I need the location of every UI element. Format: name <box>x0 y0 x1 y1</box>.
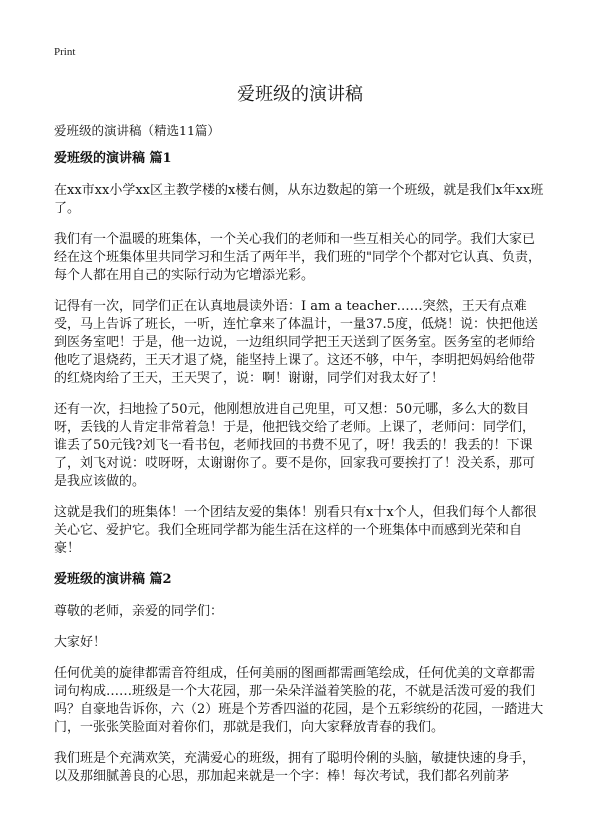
section-1 <box>54 150 546 558</box>
document-subtitle: 爱班级的演讲稿（精选11篇） <box>54 123 220 138</box>
paragraph: 大家好！ <box>54 635 107 650</box>
section-heading: 爱班级的演讲稿 篇2 <box>54 572 172 587</box>
paragraph: 我们班是个充满欢笑，充满爱心的班级，拥有了聪明伶俐的头脑，敏捷快速的身手，以及那细腻善良的心思，那加起来就是一个字：棒！每次考试，我们都名列前茅 <box>54 751 536 784</box>
print-link[interactable]: Print <box>54 46 76 58</box>
paragraph: 我们有一个温暖的班集体，一个关心我们的老师和一些互相关心的同学。我们大家已经在这个班集体里共同学习和生活了两年半，我们班的"同学个个都对它认真、负责，每个人都在用自己的实际行动为它增添光彩。 <box>54 232 541 283</box>
paragraph: 还有一次，扫地捡了50元，他刚想放进自己兜里，可又想：50元哪，多么大的数目呀，丢钱的人肯定非常着急！于是，他把钱交给了老师。上课了，老师问：同学们，谁丢了50元钱?刘飞一看书包，老师找回的书费不见了，呀！我丢的！我丢的！下课了，刘飞对说：哎呀呀，太谢谢你了。要不是你，回家我可要挨打了！没关系，那可是我应该做的。 <box>54 402 536 489</box>
paragraph: 在xx市xx小学xx区主教学楼的x楼右侧，从东边数起的第一个班级，就是我们x年xx班了。 <box>54 183 544 216</box>
section-2 <box>54 571 546 786</box>
paragraph: 任何优美的旋律都需音符组成，任何美丽的图画都需画笔绘成，任何优美的文章都需词句构成……班级是一个大花园，那一朵朵洋溢着笑脸的花，不就是活泼可爱的我们吗？自豪地告诉你，六（2）班是个芳香四溢的花园，是个五彩缤纷的花园，一踏进大门，一张张笑脸面对着你们，那就是我们，向大家释放青春的我们。 <box>54 666 544 735</box>
document-title: 爱班级的演讲稿 <box>237 84 363 105</box>
section-heading: 爱班级的演讲稿 篇1 <box>54 151 172 166</box>
paragraph: 尊敬的老师，亲爱的同学们： <box>54 604 224 619</box>
paragraph: 记得有一次，同学们正在认真地晨读外语：I am a teacher……突然，王天有点难受，马上告诉了班长，一听，连忙拿来了体温计，一量37.5度，低烧！说：快把他送到医务室吧！于是，他一边说，一边组织同学把王天送到了医务室。医务室的老师给他吃了退烧药，王天才退了烧，能坚持上课了。这还不够，中午，李明把妈妈给他带的红烧肉给了王天，王天哭了，说：啊！谢谢，同学们对我太好了！ <box>54 299 538 386</box>
paragraph: 这就是我们的班集体！一个团结友爱的集体！别看只有x十x个人，但我们每个人都很关心它、爱护它。我们全班同学都为能生活在这样的一个班集体中而感到光荣和自豪！ <box>54 505 537 556</box>
document-body <box>54 150 546 799</box>
